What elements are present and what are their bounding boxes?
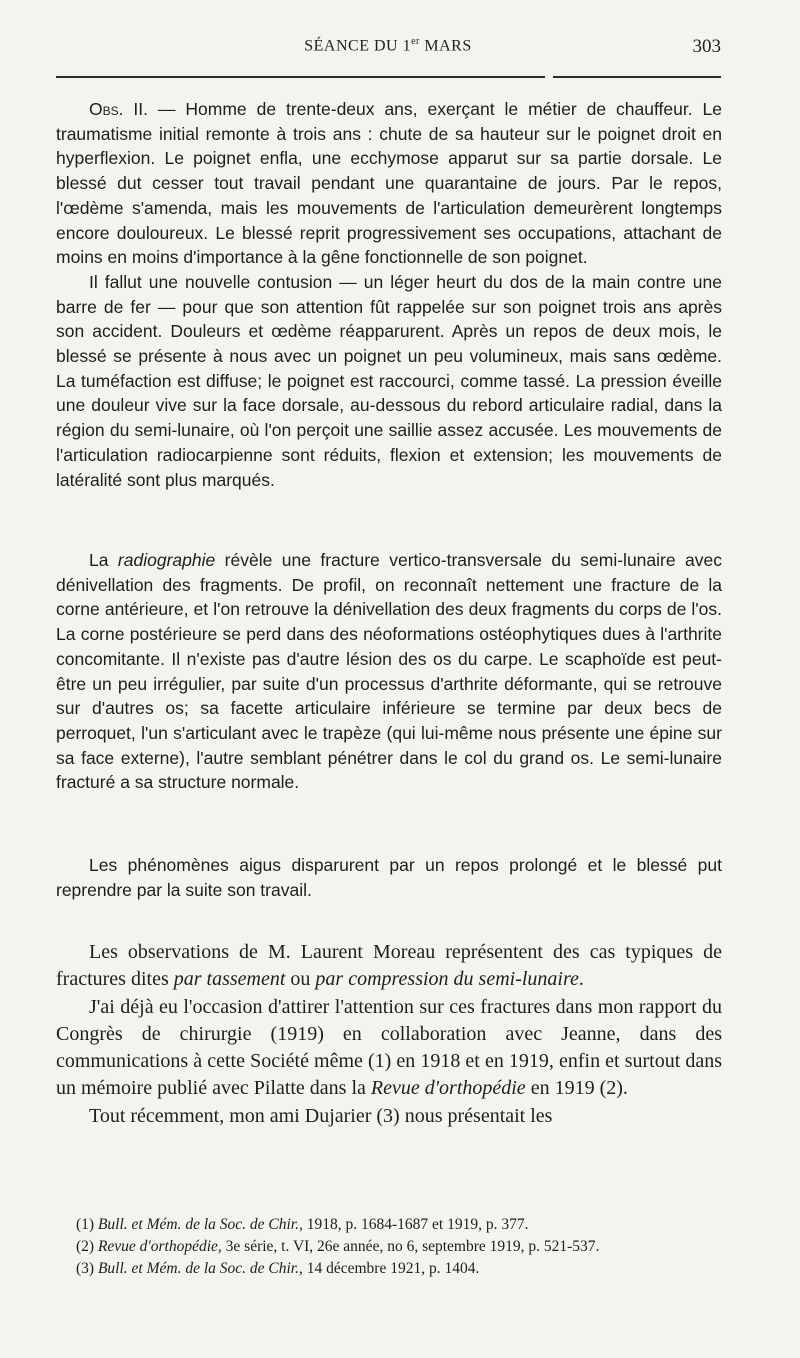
footnote-2: (2) Revue d'orthopédie, 3e série, t. VI, 26e année, no 6, septembre 1919, p. 521-537. — [76, 1238, 600, 1255]
footnotes — [56, 1214, 722, 1280]
header-rule-right — [553, 76, 721, 78]
page-number: 303 — [692, 36, 721, 57]
footnote-3: (3) Bull. et Mém. de la Soc. de Chir., 14 décembre 1921, p. 1404. — [76, 1260, 480, 1277]
main-paragraph-3: Tout récemment, mon ami Dujarier (3) nous présentait les — [89, 1104, 553, 1127]
outcome-paragraph: Les phénomènes aigus disparurent par un repos prolongé et le blessé put reprendre par la suite son travail. — [56, 855, 722, 900]
observation-paragraph-1: Obs. II. — Homme de trente-deux ans, exerçant le métier de chauffeur. Le traumatisme initial remonte à trois ans : chute de sa hauteur sur le poignet droit en hyperflexion. Le poignet enfla, une ecchymose apparut sur sa partie dorsale. Le blessé dut cesser tout travail pendant une quarantaine de jours. Par le repos, l'œdème s'amenda, mais les mouvements de l'articulation demeurèrent longtemps encore douloureux. Le blessé reprit progressivement ses occupations, attachant de moins en moins d'importance à la gêne fonctionnelle de son poignet. Il fallut une nouvelle contusion — un léger heurt du dos de la main contre une barre de fer — pour que son attention fût rappelée sur son poignet trois ans après son accident. Douleurs et œdème réapparurent. Après un repos de deux mois, le blessé se présente à nous avec un poignet un peu volumineux, mais sans œdème. La tuméfaction est diffuse; le poignet est raccourci, comme tassé. La pression éveille une douleur vive sur la face dorsale, au-dessous du rebord articulaire radial, dans la région du semi-lunaire, où l'on perçoit une saillie assez accusée. Les mouvements de l'articulation radiocarpienne sont réduits, flexion et extension; les mouvements de latéralité sont plus marqués. — [56, 97, 722, 492]
footnote-1: (1) Bull. et Mém. de la Soc. de Chir., 1918, p. 1684-1687 et 1919, p. 377. — [76, 1216, 529, 1233]
running-header — [55, 36, 721, 60]
header-rule-left — [56, 76, 545, 78]
running-title: SÉANCE DU 1er MARS — [304, 36, 472, 55]
observation-paragraph-2: Il fallut une nouvelle contusion — un léger heurt du dos de la main contre une barre de fer — pour que son attention fût rappelée sur son poignet trois ans après son accident. Douleurs et œdème réapparurent. Après un repos de deux mois, le blessé se présente à nous avec un poignet un peu volumineux, mais sans œdème. La tuméfaction est diffuse; le poignet est raccourci, comme tassé. La pression éveille une douleur vive sur la face dorsale, au-dessous du rebord articulaire radial, dans la région du semi-lunaire, où l'on perçoit une saillie assez accusée. Les mouvements de l'articulation radiocarpienne sont réduits, flexion et extension; les mouvements de latéralité sont plus marqués. — [56, 271, 722, 490]
observation-label: Obs. II. — [89, 99, 149, 119]
main-text — [56, 939, 722, 1130]
main-paragraph-2: J'ai déjà eu l'occasion d'attirer l'attention sur ces fractures dans mon rapport du Congrès de chirurgie (1919) en collaboration avec Jeanne, dans des communications à cette Société même (1) en 1918 et en 1919, enfin et surtout dans un mémoire publié avec Pilatte dans la Revue d'orthopédie en 1919 (2). — [56, 995, 722, 1100]
radiography-paragraph: La radiographie révèle une fracture vertico-transversale du semi-lunaire avec dénivellation des fragments. De profil, on reconnaît nettement une fracture de la corne antérieure, et l'on retrouve la dénivellation des deux fragments du corps de l'os. La corne postérieure se perd dans des néoformations ostéophytiques dues à l'arthrite concomitante. Il n'existe pas d'autre lésion des os du carpe. Le scaphoïde est peut-être un peu irrégulier, par suite d'un processus d'arthrite déformante, qui se retrouve sur d'autres os; sa facette articulaire inférieure se termine par deux becs de perroquet, l'un s'articulant avec le trapèze (qui lui-même nous présente une épine sur sa face externe), l'autre semblant pénétrer dans le col du grand os. Le semi-lunaire fracturé a sa structure normale. — [56, 550, 723, 793]
main-paragraph-1: Les observations de M. Laurent Moreau représentent des cas typiques de fractures dites par tassement ou par compression du semi-lunaire. — [56, 941, 722, 991]
